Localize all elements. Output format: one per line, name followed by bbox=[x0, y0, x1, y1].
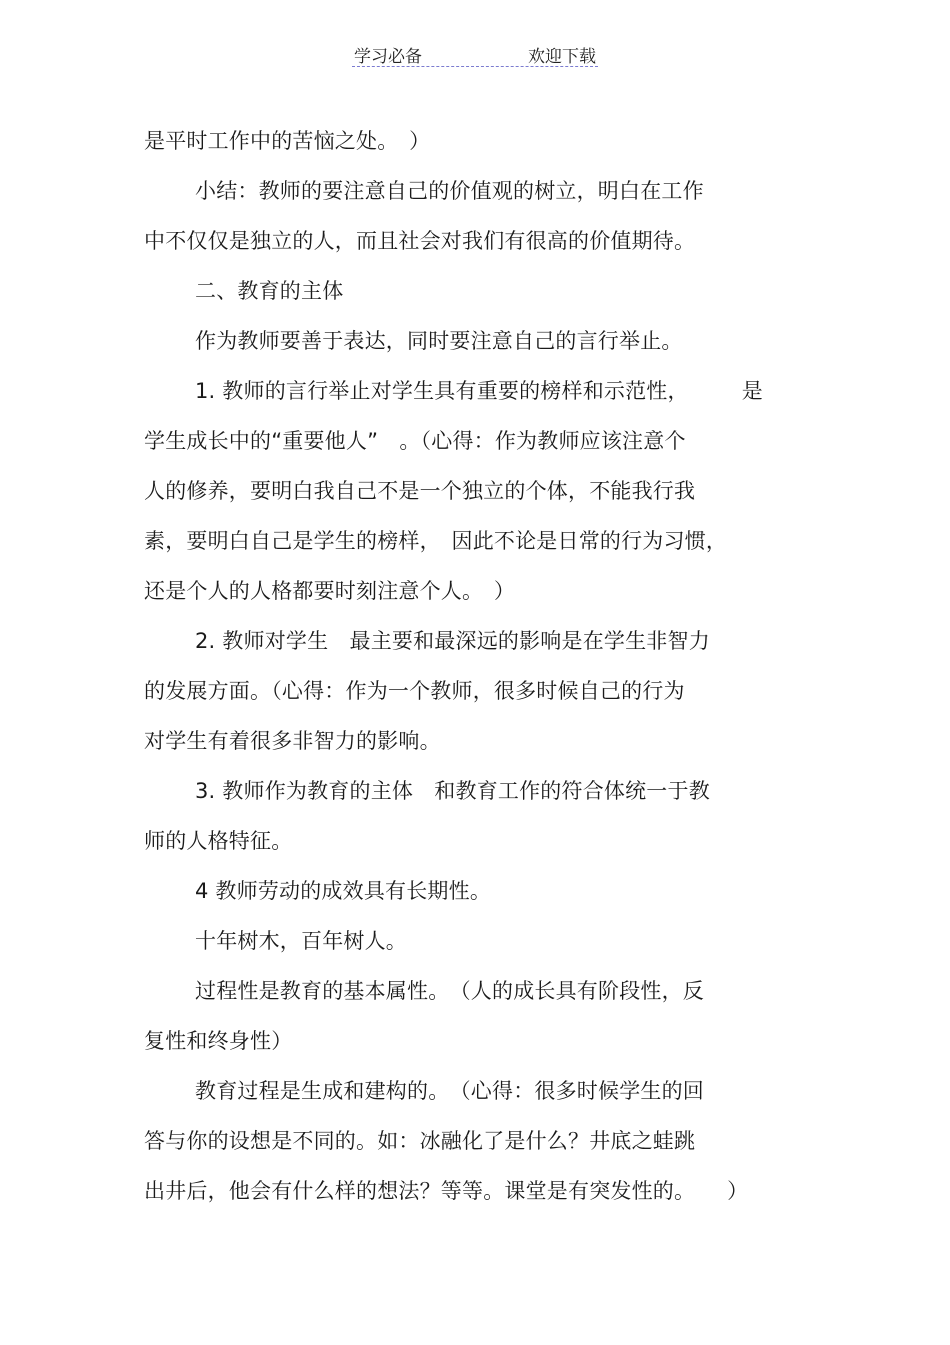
text-line: 小结：教师的要注意自己的价值观的树立，明白在工作 bbox=[195, 179, 704, 203]
text-line: 还是个人的人格都要时刻注意个人。 ） bbox=[144, 579, 516, 603]
text-line: 教育过程是生成和建构的。 （心得：很多时候学生的回 bbox=[195, 1079, 704, 1103]
text-line: 的发展方面。（心得：作为一个教师，很多时候自己的行为 bbox=[144, 679, 685, 703]
text-line: 出井后，他会有什么样的想法？等等。课堂是有突发性的。 ） bbox=[144, 1179, 749, 1203]
text-line: 学生成长中的“重要他人” 。（心得：作为教师应该注意个 bbox=[144, 429, 686, 453]
text-line: 3. 教师作为教育的主体 和教育工作的符合体统一于教 bbox=[195, 779, 710, 803]
header-right-text: 欢迎下载 bbox=[528, 47, 596, 67]
text-line: 4 教师劳动的成效具有长期性。 bbox=[195, 879, 492, 903]
text-line: 1. 教师的言行举止对学生具有重要的榜样和示范性， 是 bbox=[195, 379, 764, 403]
page-header bbox=[352, 40, 598, 67]
header-left-text: 学习必备 bbox=[354, 47, 422, 67]
text-line: 2. 教师对学生 最主要和最深远的影响是在学生非智力 bbox=[195, 629, 710, 653]
text-line: 素，要明白自己是学生的榜样， 因此不论是日常的行为习惯， bbox=[144, 529, 728, 553]
text-line: 人的修养，要明白我自己不是一个独立的个体，不能我行我 bbox=[144, 479, 696, 503]
text-line: 复性和终身性） bbox=[144, 1029, 293, 1053]
text-line: 过程性是教育的基本属性。 （人的成长具有阶段性，反 bbox=[195, 979, 704, 1003]
section-heading: 二、教育的主体 bbox=[195, 279, 344, 303]
text-line: 十年树木，百年树人。 bbox=[195, 929, 407, 953]
text-line: 对学生有着很多非智力的影响。 bbox=[144, 729, 441, 753]
text-line: 师的人格特征。 bbox=[144, 829, 293, 853]
text-line: 答与你的设想是不同的。如：冰融化了是什么？井底之蛙跳 bbox=[144, 1129, 696, 1153]
text-line: 是平时工作中的苦恼之处。 ） bbox=[144, 129, 431, 153]
text-line: 作为教师要善于表达，同时要注意自己的言行举止。 bbox=[195, 329, 683, 353]
text-line: 中不仅仅是独立的人，而且社会对我们有很高的价值期待。 bbox=[144, 229, 696, 253]
